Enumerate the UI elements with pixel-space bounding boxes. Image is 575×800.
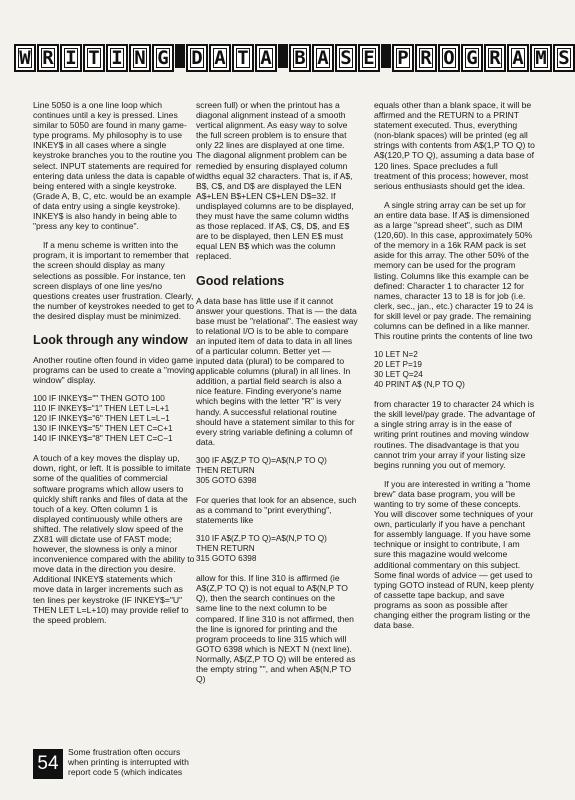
title-letter: T [83,44,105,72]
code-line: 140 IF INKEY$="8" THEN LET C=C−1 [33,434,173,444]
paragraph: If a menu scheme is written into the program, it is important to remember that the screen should display as many selections as possible. For instance, ten screen displays of one line yes/no questions creates user frustration. Clearly, the number of keystrokes needed to get to the desired display must be minimized. [33,240,194,321]
paragraph: equals other than a blank space, it will be affirmed and the RETURN to a PRINT statement executed. Thus, everything (non-blank spaces) will be printed (eg all strings with contents from A$(1,P TO Q) to A$(120,P TO Q), assuming a data base of 120 lines. Space precludes a full treatment of this process; however, most serious enthusiasts should get the idea. [374,100,535,191]
paragraph: allow for this. If line 310 is affirmed (ie A$(Z,P TO Q) is not equal to A$(N,P TO Q), then the search continues on the same line to the next column to be compared. If line 310 is not affirmed, then the line is ignored for printing and the program proceeds to line 315 which will GOTO 6398 which is NEXT N (next line). Normally, A$(Z,P TO Q) will be entered as the empty string "", and when A$(N,P TO Q) [196,573,356,685]
title-letter: S [335,44,357,72]
code-line: 110 IF INKEY$="1" THEN LET L=L+1 [33,404,170,414]
code-line: 300 IF A$(Z,P TO Q)=A$(N,P TO Q) [196,455,327,465]
paragraph: For queries that look for an absence, such as a command to "print everything", statements like [196,494,357,526]
code-line: 305 GOTO 6398 [196,475,257,485]
title-letter: A [209,44,231,72]
code-listing [196,456,358,486]
title-letter: B [289,44,311,72]
title-letter: A [312,44,334,72]
title-letter: O [438,44,460,72]
title-letter: P [392,44,414,72]
title-space [278,44,288,68]
paragraph: Line 5050 is a one line loop which continues until a key is pressed. Lines similar to 5050 are found in many game-type programs. My philosophy is to use INKEY$ in all cases where a single keystroke branches you to the routine you select. INPUT statements are required for entering data unless the data is capable of being entered with a single keystroke. (Grade A, B, C, etc. would be an example of data entry using a single keystroke). INKEY$ is also handy in being able to "press any key to continue". [33,100,195,232]
title-letter: R [484,44,506,72]
page-number: 54 [33,749,63,779]
code-listing [33,394,195,444]
title-letter: I [60,44,82,72]
paragraph: A touch of a key moves the display up, down, right, or left. It is possible to imitate some of the qualities of commercial software programs which allow users to quickly shift ranks and files of data at the touch of a key. Often column 1 is displayed continuously while others are shifted. The relatively slow speed of the ZX81 will dictate use of FAST mode; however, the slowness is only a minor inconvenience compared with the ability to move data in the direction you desire. Additional INKEY$ statements which move data in larger increments such as ten lines per keystroke (IF INKEY$="U" THEN LET L=L+10) may provide relief to the speed problem. [33,453,195,625]
code-line: THEN RETURN [196,465,255,475]
code-line: 40 PRINT A$ (N,P TO Q) [374,380,465,390]
paragraph: Another routine often found in video game programs can be used to create a "moving window" display. [33,354,195,386]
code-line: 310 IF A$(Z,P TO Q)=A$(N,P TO Q) [196,534,327,544]
code-line: 130 IF INKEY$="5" THEN LET C=C+1 [33,424,173,434]
section-heading: Good relations [196,273,285,288]
code-listing [196,534,358,564]
title-letter: M [530,44,552,72]
code-line: 100 IF INKEY$="" THEN GOTO 100 [33,394,165,404]
paragraph: A data base has little use if it cannot answer your questions. That is — the data base must be "relational". The easiest way to relational I/O is to be able to compare an inputed item of data to data in all lines of a particular column. Better yet — inputed data (plural) to be compared to applicable columns (plural) in all lines. In addition, a partial field search is also a nice feature. Finding everyone's name which begins with the letter "R" is very handy. A successful relational routine should have a statement similar to this for every string variable defining a column of data. [196,295,358,447]
title-letter: I [106,44,128,72]
title-space [175,44,185,68]
section-heading: Look through any window [33,332,188,347]
column-3 [374,100,536,639]
page-title [14,44,575,72]
paragraph: Some frustration often occurs when printing is interrupted with report code 5 (which indicates [68,747,189,778]
paragraph: from character 19 to character 24 which is the skill level/pay grade. The advantage of a single string array is in the ease of writing print routines and moving window routines. The disadvantage is that you cannot trim your array if your listing size begins running you out of memory. [374,399,535,470]
title-letter: A [507,44,529,72]
title-letter: G [152,44,174,72]
code-listing [374,350,536,390]
title-letter: E [358,44,380,72]
title-letter: W [14,44,36,72]
code-line: 120 IF INKEY$="6" THEN LET L=L−1 [33,414,170,424]
paragraph: If you are interested in writing a "home brew" data base program, you will be wanting to try some of these concepts. You will discover some techniques of your own, particularly if you have a penchant for assembly language. If you have some technique or insight to contribute, I am sure this magazine would welcome additional commentary on this subject. Some final words of advice — get used to typing GOTO instead of RUN, keep plenty of cassette tape backup, and save programs as soon as possible after changing either the program listing or the data base. [374,478,534,631]
title-letter: G [461,44,483,72]
code-line: 315 GOTO 6398 [196,554,257,564]
code-line: 10 LET N=2 [374,350,418,360]
title-letter: S [553,44,575,72]
title-letter: N [129,44,151,72]
column-2 [196,100,358,693]
code-line: 30 LET Q=24 [374,370,423,380]
title-letter: R [37,44,59,72]
title-letter: A [255,44,277,72]
title-letter: D [186,44,208,72]
code-line: THEN RETURN [196,544,255,554]
title-letter: R [415,44,437,72]
title-letter: T [232,44,254,72]
title-banner [8,44,570,72]
paragraph: screen full) or when the printout has a diagonal alignment instead of a smooth vertical alignment. As easy way to solve the full screen problem is to ensure that only 22 lines are displayed at one time. The diagonal alignment problem can be remedied by ensuring displayed column widths equal 32 characters. That is, if A$, B$, C$, and D$ are displayed the LEN A$+LEN B$+LEN C$+LEN D$=32. If undisplayed columns are to be displayed, they must have the same column widths as those replaced. If A$, C$, D$, and E$ are to be displayed, then LEN E$ must equal LEN B$ which was the column replaced. [196,100,354,262]
code-line: 20 LET P=19 [374,360,422,370]
title-space [381,44,391,68]
paragraph: A single string array can be set up for an entire data base. If A$ is dimensioned as a large "spread sheet", such as DIM (120,60). In this case, approximately 50% of the memory in a 16k RAM pack is set aside for this array. The other 50% of the memory can be used for the program listing. Columns like this example can be defined: Character 1 to character 12 for names, character 13 to 18 is for job (i.e. clerk, sec., jan., etc.) character 19 to 24 is for skill level or pay grade. The remaining columns can be defined in a like manner. This routine prints the contents of line two [374,199,534,342]
column-1 [33,100,195,634]
